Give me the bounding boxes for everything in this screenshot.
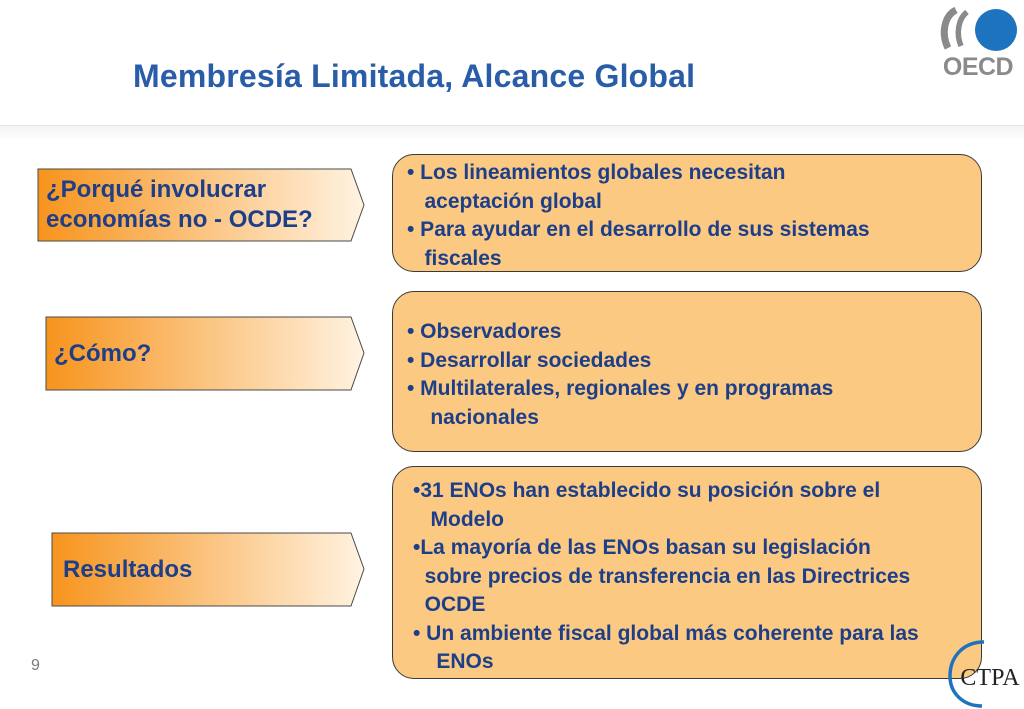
bullet-item: ENOs	[413, 650, 494, 673]
oecd-logo-text: OECD	[942, 53, 1014, 81]
bullet-item: Modelo	[413, 507, 504, 531]
question-chevron-2	[45, 316, 365, 391]
title-divider	[0, 125, 1024, 140]
bullet-item: nacionales	[407, 405, 539, 429]
question-label-2: ¿Cómo?	[54, 339, 152, 367]
question-label-3: Resultados	[63, 555, 193, 583]
bullet-item: • Desarrollar sociedades	[407, 348, 652, 372]
bullet-item: •La mayoría de las ENOs basan su legislación	[413, 536, 871, 559]
bullet-item: • Para ayudar en el desarrollo de sus sistemas	[407, 218, 870, 241]
ctpa-logo-text: CTPA	[960, 665, 1020, 691]
bullet-item: • Los lineamientos globales necesitan	[407, 161, 786, 184]
bullet-item: • Multilaterales, regionales y en programas	[407, 377, 834, 400]
question-line: ¿Porqué involucrar	[46, 176, 267, 203]
question-chevron-3	[51, 532, 365, 607]
bullet-item: sobre precios de transferencia en las Directrices	[413, 564, 911, 588]
bullet-item: fiscales	[407, 246, 502, 270]
question-chevron-1	[37, 168, 365, 242]
bullet-item: • Observadores	[407, 320, 562, 343]
bullet-item: •31 ENOs han establecido su posición sobre el	[413, 479, 881, 502]
answer-box-3	[392, 466, 982, 679]
oecd-logo	[934, 4, 1022, 82]
question-line: economías no - OCDE?	[46, 206, 313, 233]
ctpa-logo	[944, 636, 1024, 709]
bullet-item: • Un ambiente fiscal global más coherente para las	[413, 621, 919, 645]
bullet-item: aceptación global	[407, 189, 602, 213]
bullet-item: OCDE	[413, 593, 486, 616]
page-number: 9	[31, 657, 40, 674]
answer-box-1	[392, 154, 982, 272]
answer-box-2	[392, 291, 982, 452]
question-label-1	[46, 175, 313, 235]
slide-title: Membresía Limitada, Alcance Global	[133, 58, 696, 94]
